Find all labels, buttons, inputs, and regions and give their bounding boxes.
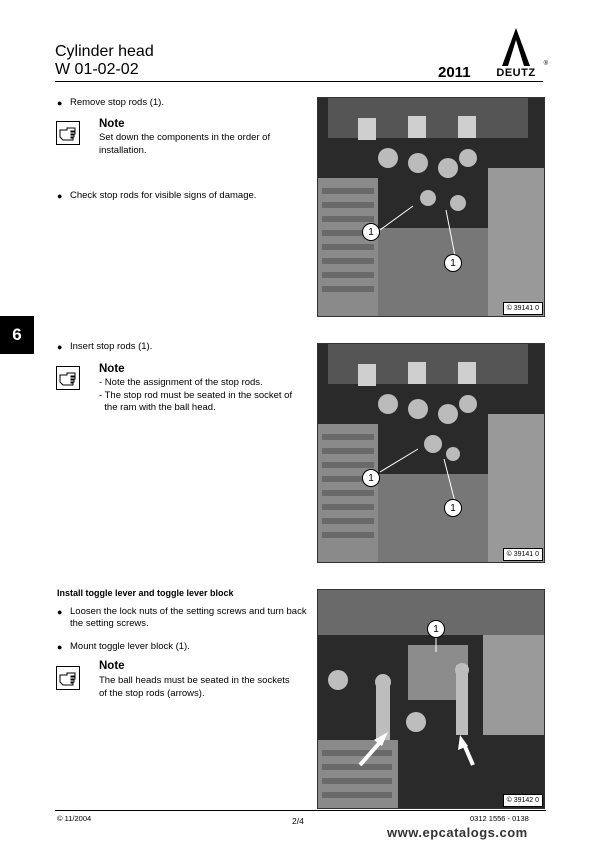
bullet-loosen-lock-nuts: ● Loosen the lock nuts of the setting screws and turn back the setting screws. xyxy=(57,606,307,629)
bullet-insert-stop-rods: ● Insert stop rods (1). xyxy=(57,341,153,352)
deutz-logo-mark xyxy=(486,26,546,68)
note-text: The ball heads must be seated in the sockets of the stop rods (arrows). xyxy=(99,675,290,699)
engine-photo-1 xyxy=(317,97,545,317)
bullet-dot-icon: ● xyxy=(57,642,63,652)
watermark: www.epcatalogs.com xyxy=(387,825,528,840)
engine-photo-2 xyxy=(317,343,545,563)
pointing-hand-icon xyxy=(56,666,80,690)
section-title: Install toggle lever and toggle lever block xyxy=(57,588,234,598)
bullet-mount-toggle-lever: ● Mount toggle lever block (1). xyxy=(57,641,190,652)
page-number: 2/4 xyxy=(292,816,304,826)
doc-number: 0312 1556 - 0138 xyxy=(470,814,529,823)
bullet-remove-stop-rods: ● Remove stop rods (1). xyxy=(57,97,164,108)
callout-stop-rod: 1 xyxy=(444,499,462,517)
callout-stop-rod: 1 xyxy=(362,469,380,487)
section-code: W 01-02-02 xyxy=(55,61,139,78)
deutz-logo xyxy=(486,26,546,82)
bullet-dot-icon: ● xyxy=(57,98,63,108)
page-title: Cylinder head xyxy=(55,43,154,60)
registered-mark: ® xyxy=(543,61,548,67)
callout-stop-rod: 1 xyxy=(444,254,462,272)
photo-id: © 39141 0 xyxy=(503,302,543,315)
note-text: - Note the assignment of the stop rods. - The stop rod must be seated in the socket of the ram with the ball head. xyxy=(99,377,293,413)
bullet-check-stop-rods: ● Check stop rods for visible signs of damage. xyxy=(57,190,257,201)
brand-wordmark: DEUTZ xyxy=(496,67,536,79)
callout-stop-rod: 1 xyxy=(362,223,380,241)
footer-rule xyxy=(55,810,546,811)
bullet-dot-icon: ● xyxy=(57,191,63,201)
engine-photo-3 xyxy=(317,589,545,809)
photo-id: © 39141 0 xyxy=(503,548,543,561)
chapter-tab: 6 xyxy=(0,316,34,354)
model-number: 2011 xyxy=(438,64,471,81)
photo-id: © 39142 0 xyxy=(503,794,543,807)
note-title: Note xyxy=(99,660,125,672)
pointing-hand-icon xyxy=(56,121,80,145)
footer-date: © 11/2004 xyxy=(57,814,92,823)
bullet-dot-icon: ● xyxy=(57,607,63,617)
note-title: Note xyxy=(99,363,125,375)
note-text: Set down the components in the order of installation. xyxy=(99,132,271,156)
note-title: Note xyxy=(99,118,125,130)
header-rule xyxy=(55,81,543,82)
callout-toggle-lever-block: 1 xyxy=(427,620,445,638)
pointing-hand-icon xyxy=(56,366,80,390)
bullet-dot-icon: ● xyxy=(57,342,63,352)
